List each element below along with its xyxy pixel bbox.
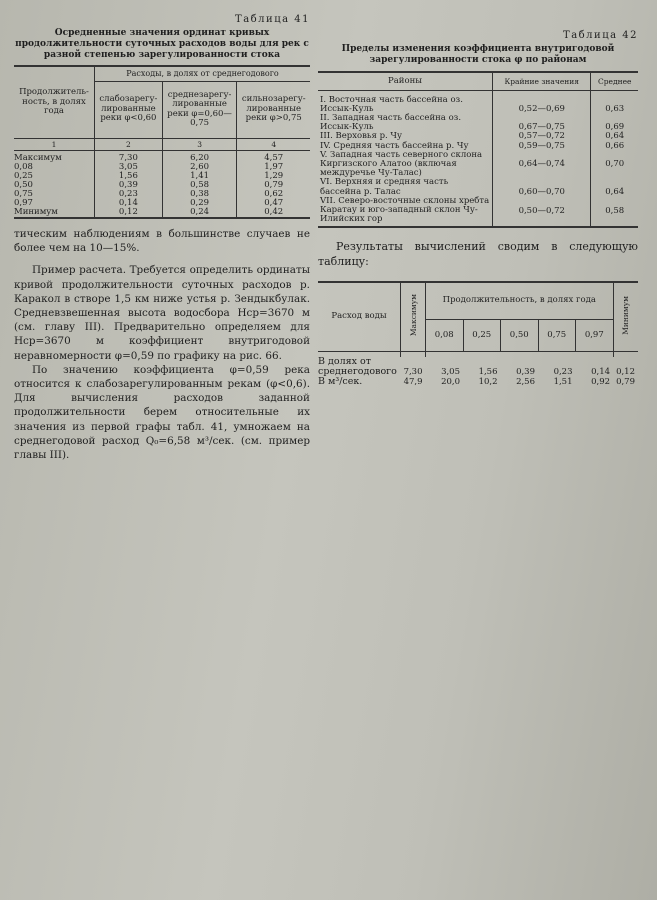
table-42-header-mean: Среднее bbox=[591, 72, 638, 91]
table-42-header-region: Районы bbox=[318, 72, 493, 91]
table-41-index: 4 bbox=[237, 138, 310, 150]
table-row: I. Восточная часть бассейна оз. Иссык-Куль 0,52—0,69 0,63 bbox=[318, 96, 638, 114]
table-results-header-duration: 0,25 bbox=[463, 319, 501, 351]
table-41-number: Таблица 41 bbox=[235, 14, 310, 25]
table-row: V. Западная часть северного склона Киргизского Алатоо (включая междуречье Чу-Талас) 0,64—0,74 0,70 bbox=[318, 151, 638, 179]
table-row: 0,97 0,14 0,29 0,47 bbox=[14, 199, 310, 208]
table-41-header-medium: среднезарегу- лированные реки φ=0,60—0,75 bbox=[162, 81, 237, 138]
left-column bbox=[14, 14, 310, 462]
table-row: 0,25 1,56 1,41 1,29 bbox=[14, 172, 310, 181]
table-41-index: 1 bbox=[14, 138, 95, 150]
table-results-header-duration: 0,97 bbox=[576, 319, 614, 351]
table-results-header-duration: 0,50 bbox=[501, 319, 539, 351]
table-41-header-group: Расходы, в долях от среднегодового bbox=[95, 66, 311, 81]
table-42 bbox=[318, 71, 638, 228]
paragraph-continuation: тическим наблюдениям в большинстве случаев не более чем на 10—15%. bbox=[14, 228, 310, 255]
table-results-header-flow: Расход воды bbox=[318, 282, 401, 352]
table-row: Минимум 0,12 0,24 0,42 bbox=[14, 208, 310, 218]
table-row: В м³/сек. 47,9 20,0 10,2 2,56 1,51 0,92 0,79 bbox=[318, 376, 635, 388]
table-41-header-duration: Продолжитель- ность, в долях года bbox=[14, 66, 95, 138]
table-results-header-group: Продолжительность, в долях года bbox=[426, 282, 614, 320]
table-results-header-duration: 0,08 bbox=[426, 319, 464, 351]
table-42-number: Таблица 42 bbox=[563, 30, 638, 41]
paragraph-results: Результаты вычислений сводим в следующую таблицу: bbox=[318, 240, 638, 268]
table-41-index: 3 bbox=[162, 138, 237, 150]
table-row: 0,08 3,05 2,60 1,97 bbox=[14, 163, 310, 172]
table-row: В долях от среднегодового 7,30 3,05 1,56 0,39 0,23 0,14 0,12 bbox=[318, 356, 635, 378]
table-41-index: 2 bbox=[95, 138, 163, 150]
table-row: IV. Средняя часть бассейна р. Чу 0,59—0,75 0,66 bbox=[318, 142, 638, 151]
table-row: VI. Верхняя и средняя часть бассейна р. Талас 0,60—0,70 0,64 bbox=[318, 178, 638, 196]
table-results-header-max: Максимум bbox=[401, 282, 426, 352]
table-results bbox=[318, 281, 638, 388]
table-42-title: Пределы изменения коэффициента внутригодовой зарегулированности стока φ по районам bbox=[341, 44, 615, 65]
paragraph-calculation: По значению коэффициента φ=0,59 река относится к слабозарегулированным рекам (φ<0,6). Для вычисления расходов заданной продолжительности берем относительные их значения из первой графы табл. 41, умножаем на среднегодовой расход Q₀=6,58 м³/сек. (см. пример главы III). bbox=[14, 363, 310, 462]
table-42-header-extreme: Крайние значения bbox=[493, 72, 591, 91]
table-results-header-min: Минимум bbox=[613, 282, 638, 352]
table-row: II. Западная часть бассейна оз. Иссык-Куль 0,67—0,75 0,69 bbox=[318, 114, 638, 132]
table-41-header-weak: слабозарегу- лированные реки φ<0,60 bbox=[95, 81, 163, 138]
table-row: 0,75 0,23 0,38 0,62 bbox=[14, 190, 310, 199]
table-41 bbox=[14, 65, 310, 219]
table-row: III. Верховья р. Чу 0,57—0,72 0,64 bbox=[318, 132, 638, 141]
paragraph-example: Пример расчета. Требуется определить ординаты кривой продолжительности суточных расходов р. Каракол в створе 1,5 км ниже устья р. Зендыкбулак. Средневзвешенная высота водосбора Hср=3670 м (см. главу III). Предварительно определяем для Hср=3670 м коэффициент внутригодовой неравномерности φ=0,59 по графику на рис. 66. bbox=[14, 264, 310, 362]
table-41-header-strong: сильнозарегу- лированные реки φ>0,75 bbox=[237, 81, 310, 138]
table-41-title: Осредненные значения ординат кривых продолжительности суточных расходов воды для рек с разной степенью зарегулированности стока bbox=[15, 28, 309, 60]
table-row: Максимум 7,30 6,20 4,57 bbox=[14, 154, 310, 163]
table-row: 0,50 0,39 0,58 0,79 bbox=[14, 181, 310, 190]
table-row: VII. Северо-восточные склоны хребта Каратау и юго-западный склон Чу-Илийских гор 0,50—0,72 0,58 bbox=[318, 197, 638, 228]
right-column bbox=[318, 30, 638, 387]
table-results-header-duration: 0,75 bbox=[538, 319, 576, 351]
